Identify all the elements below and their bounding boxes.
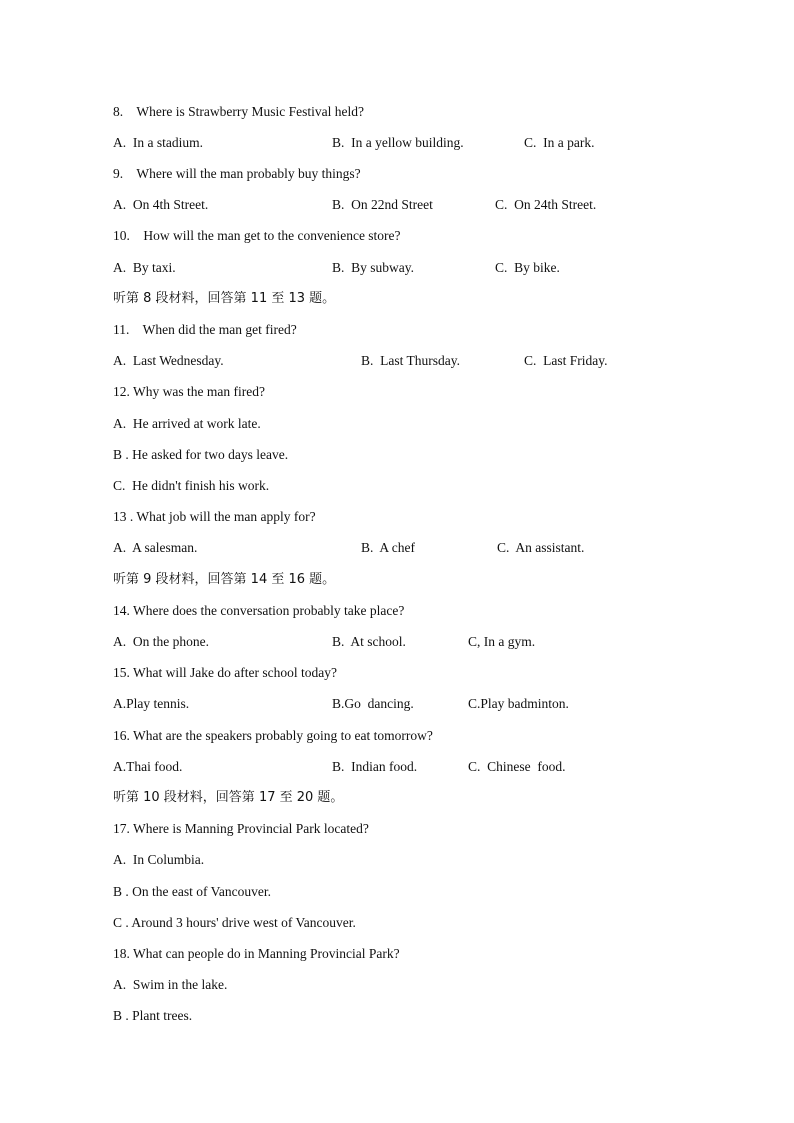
- q16-option-b: B. Indian food.: [332, 759, 418, 774]
- q14-option-b: B. At school.: [332, 634, 406, 649]
- q11-option-c: C. Last Friday.: [524, 353, 608, 368]
- question-14: 14. Where does the conversation probably take place?: [113, 603, 405, 618]
- q11-option-a: A. Last Wednesday.: [113, 353, 224, 368]
- q9-option-c: C. On 24th Street.: [495, 197, 597, 212]
- question-10: 10. How will the man get to the convenience store?: [113, 228, 401, 243]
- q9-option-a: A. On 4th Street.: [113, 197, 209, 212]
- section-10-heading: 听第 10 段材料，回答第 17 至 20 题。: [113, 790, 344, 805]
- q14-option-a: A. On the phone.: [113, 634, 209, 649]
- section-9-heading: 听第 9 段材料，回答第 14 至 16 题。: [113, 572, 336, 587]
- q9-option-b: B. On 22nd Street: [332, 197, 433, 212]
- q15-option-a: A.Play tennis.: [113, 696, 190, 711]
- q16-option-a: A.Thai food.: [113, 759, 183, 774]
- q13-option-a: A. A salesman.: [113, 540, 198, 555]
- q17-option-c: C . Around 3 hours' drive west of Vancouver.: [113, 915, 356, 930]
- q10-option-c: C. By bike.: [495, 260, 560, 275]
- q17-option-a: A. In Columbia.: [113, 852, 205, 867]
- q8-option-b: B. In a yellow building.: [332, 135, 464, 150]
- q13-option-b: B. A chef: [361, 540, 415, 555]
- question-15: 15. What will Jake do after school today?: [113, 665, 337, 680]
- q14-option-c: C, In a gym.: [468, 634, 536, 649]
- section-8-heading: 听第 8 段材料，回答第 11 至 13 题。: [113, 291, 336, 306]
- q13-option-c: C. An assistant.: [497, 540, 585, 555]
- q17-option-b: B . On the east of Vancouver.: [113, 884, 271, 899]
- question-18: 18. What can people do in Manning Provincial Park?: [113, 946, 400, 961]
- q18-option-a: A. Swim in the lake.: [113, 977, 228, 992]
- q18-option-b: B . Plant trees.: [113, 1008, 193, 1023]
- q12-option-a: A. He arrived at work late.: [113, 416, 261, 431]
- question-13: 13 . What job will the man apply for?: [113, 509, 316, 524]
- question-9: 9. Where will the man probably buy things?: [113, 166, 361, 181]
- q8-option-a: A. In a stadium.: [113, 135, 203, 150]
- q15-option-b: B.Go dancing.: [332, 696, 414, 711]
- q10-option-b: B. By subway.: [332, 260, 415, 275]
- q11-option-b: B. Last Thursday.: [361, 353, 460, 368]
- question-12: 12. Why was the man fired?: [113, 384, 265, 399]
- question-8: 8. Where is Strawberry Music Festival held?: [113, 104, 364, 119]
- q8-option-c: C. In a park.: [524, 135, 595, 150]
- q16-option-c: C. Chinese food.: [468, 759, 566, 774]
- q12-option-b: B . He asked for two days leave.: [113, 447, 289, 462]
- q12-option-c: C. He didn't finish his work.: [113, 478, 270, 493]
- question-11: 11. When did the man get fired?: [113, 322, 297, 337]
- question-17: 17. Where is Manning Provincial Park located?: [113, 821, 369, 836]
- question-16: 16. What are the speakers probably going to eat tomorrow?: [113, 728, 433, 743]
- q15-option-c: C.Play badminton.: [468, 696, 569, 711]
- q10-option-a: A. By taxi.: [113, 260, 176, 275]
